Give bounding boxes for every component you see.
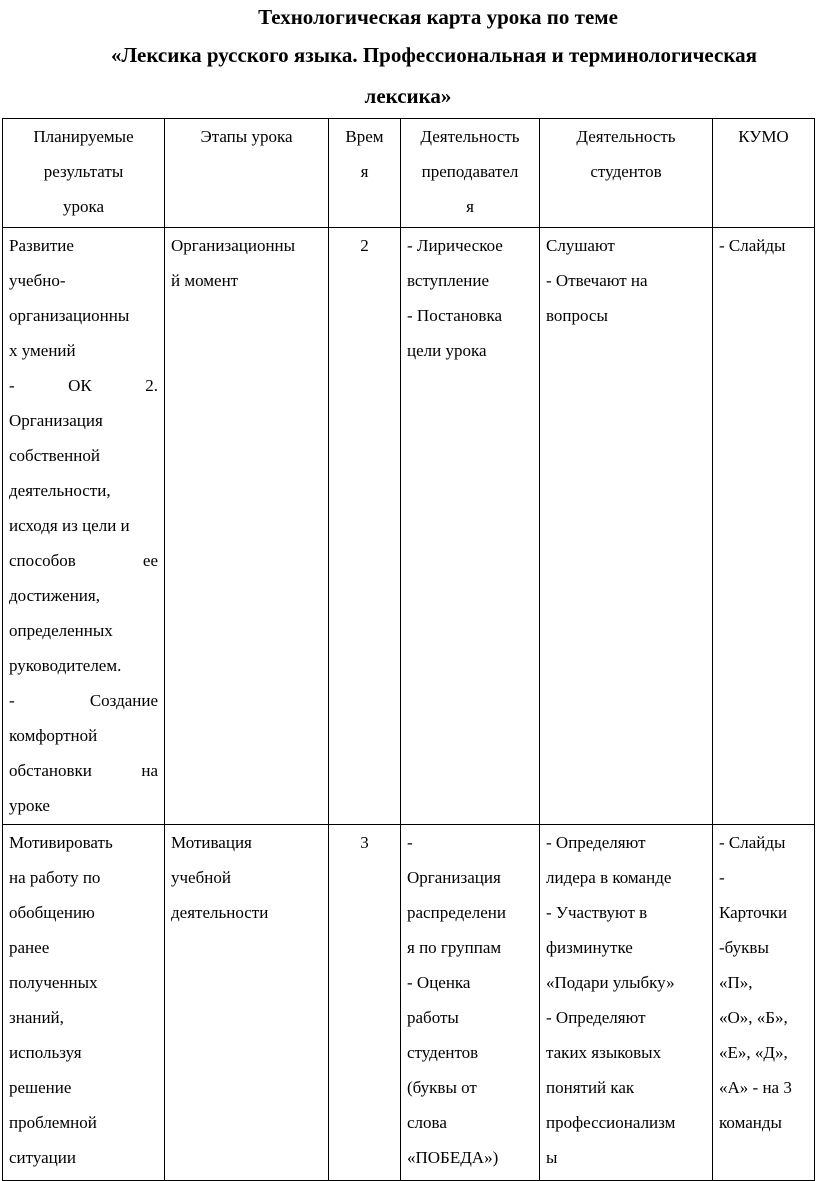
header-teacher-activity	[401, 119, 540, 228]
cell-student-activity	[540, 228, 713, 825]
cell-line: учебной	[171, 868, 231, 887]
cell-line: лидера в команде	[546, 868, 672, 887]
cell-line: Планируемые	[33, 127, 134, 146]
document-title-line-3: лексика»	[364, 84, 452, 108]
cell-line: студентов	[590, 162, 662, 181]
cell-line: полученных	[9, 973, 98, 992]
cell-line: руководителем.	[9, 656, 122, 675]
table-row	[3, 228, 815, 825]
cell-time: 2	[329, 228, 401, 825]
cell-line: организационны	[9, 306, 130, 325]
cell-line: обстановки на	[9, 761, 158, 780]
cell-line: преподавател	[421, 162, 519, 181]
cell-kumo	[713, 228, 815, 825]
cell-line: исходя из цели и	[9, 516, 130, 535]
cell-line: «О», «Б»,	[719, 1008, 788, 1027]
cell-line: вопросы	[546, 306, 608, 325]
cell-line: - Определяют	[546, 1008, 646, 1027]
cell-line: Этапы урока	[200, 127, 293, 146]
cell-line: Карточки	[719, 903, 788, 922]
cell-line: обобщению	[9, 903, 95, 922]
cell-line: физминутке	[546, 938, 633, 957]
cell-line: таких языковых	[546, 1043, 662, 1062]
cell-line: комфортной	[9, 726, 98, 745]
cell-line: решение	[9, 1078, 72, 1097]
cell-line: - Создание	[9, 691, 158, 710]
cell-line: - Определяют	[546, 833, 646, 852]
cell-line: «Подари улыбку»	[546, 973, 675, 992]
document-title-line-2: «Лексика русского языка. Профессиональная и терминологическая	[111, 43, 757, 67]
cell-line: - Оценка	[407, 973, 471, 992]
cell-line: Мотивировать	[9, 833, 113, 852]
cell-teacher-activity	[401, 228, 540, 825]
cell-line: используя	[9, 1043, 82, 1062]
cell-line: я	[360, 162, 369, 181]
cell-line: -	[407, 833, 413, 852]
cell-line: КУМО	[738, 127, 789, 146]
header-results	[3, 119, 165, 228]
header-time	[329, 119, 401, 228]
cell-line: я	[466, 197, 474, 216]
cell-line: достижения,	[9, 586, 100, 605]
cell-kumo	[713, 825, 815, 1181]
cell-line: уроке	[9, 796, 50, 815]
cell-line: - Постановка	[407, 306, 503, 325]
cell-stage	[165, 825, 329, 1181]
cell-line: й момент	[171, 271, 239, 290]
header-kumo	[713, 119, 815, 228]
cell-results	[3, 228, 165, 825]
cell-line: работы	[407, 1008, 459, 1027]
cell-line: Организация	[407, 868, 501, 887]
cell-line: команды	[719, 1113, 782, 1132]
cell-line: деятельности	[171, 903, 269, 922]
cell-line: ы	[546, 1148, 558, 1167]
cell-line: на работу по	[9, 868, 101, 887]
document-title-line-1: Технологическая карта урока по теме	[258, 5, 618, 29]
table-row	[3, 825, 815, 1181]
cell-line: Деятельность	[576, 127, 676, 146]
cell-results	[3, 825, 165, 1181]
cell-line: слова	[407, 1113, 447, 1132]
cell-line: - Слайды	[719, 236, 786, 255]
header-stages	[165, 119, 329, 228]
cell-line: цели урока	[407, 341, 487, 360]
cell-student-activity	[540, 825, 713, 1181]
cell-line: - ОК 2.	[9, 376, 158, 395]
cell-line: х умений	[9, 341, 76, 360]
cell-line: урока	[62, 197, 105, 216]
cell-line: «П»,	[719, 973, 753, 992]
header-student-activity	[540, 119, 713, 228]
cell-line: Мотивация	[171, 833, 252, 852]
cell-line: ранее	[9, 938, 50, 957]
lesson-plan-table	[2, 118, 815, 1181]
cell-line: Организационны	[171, 236, 296, 255]
cell-line: «А» - на 3	[719, 1078, 792, 1097]
cell-line: Развитие	[9, 236, 74, 255]
cell-line: проблемной	[9, 1113, 97, 1132]
cell-line: «Е», «Д»,	[719, 1043, 788, 1062]
cell-line: ситуации	[9, 1148, 76, 1167]
cell-line: вступление	[407, 271, 490, 290]
cell-line: учебно-	[9, 271, 66, 290]
cell-line: профессионализм	[546, 1113, 676, 1132]
cell-line: Деятельность	[420, 127, 520, 146]
cell-line: - Слайды	[719, 833, 786, 852]
cell-line: знаний,	[9, 1008, 64, 1027]
cell-line: - Отвечают на	[546, 271, 648, 290]
cell-line: Слушают	[546, 236, 615, 255]
cell-line: Врем	[345, 127, 384, 146]
table-header-row	[3, 119, 815, 228]
cell-line: деятельности,	[9, 481, 111, 500]
cell-time: 3	[329, 825, 401, 1181]
cell-line: -	[719, 868, 725, 887]
cell-line: Организация	[9, 411, 103, 430]
cell-line: я по группам	[407, 938, 502, 957]
cell-line: (буквы от	[407, 1078, 477, 1097]
cell-stage	[165, 228, 329, 825]
cell-teacher-activity	[401, 825, 540, 1181]
cell-line: - Лирическое	[407, 236, 503, 255]
cell-line: - Участвуют в	[546, 903, 648, 922]
cell-line: студентов	[407, 1043, 479, 1062]
cell-line: распределени	[407, 903, 506, 922]
cell-line: собственной	[9, 446, 100, 465]
cell-line: «ПОБЕДА»)	[407, 1148, 499, 1167]
cell-line: понятий как	[546, 1078, 635, 1097]
cell-line: определенных	[9, 621, 113, 640]
cell-line: результаты	[43, 162, 124, 181]
cell-line: способов ее	[9, 551, 158, 570]
cell-line: -буквы	[719, 938, 769, 957]
